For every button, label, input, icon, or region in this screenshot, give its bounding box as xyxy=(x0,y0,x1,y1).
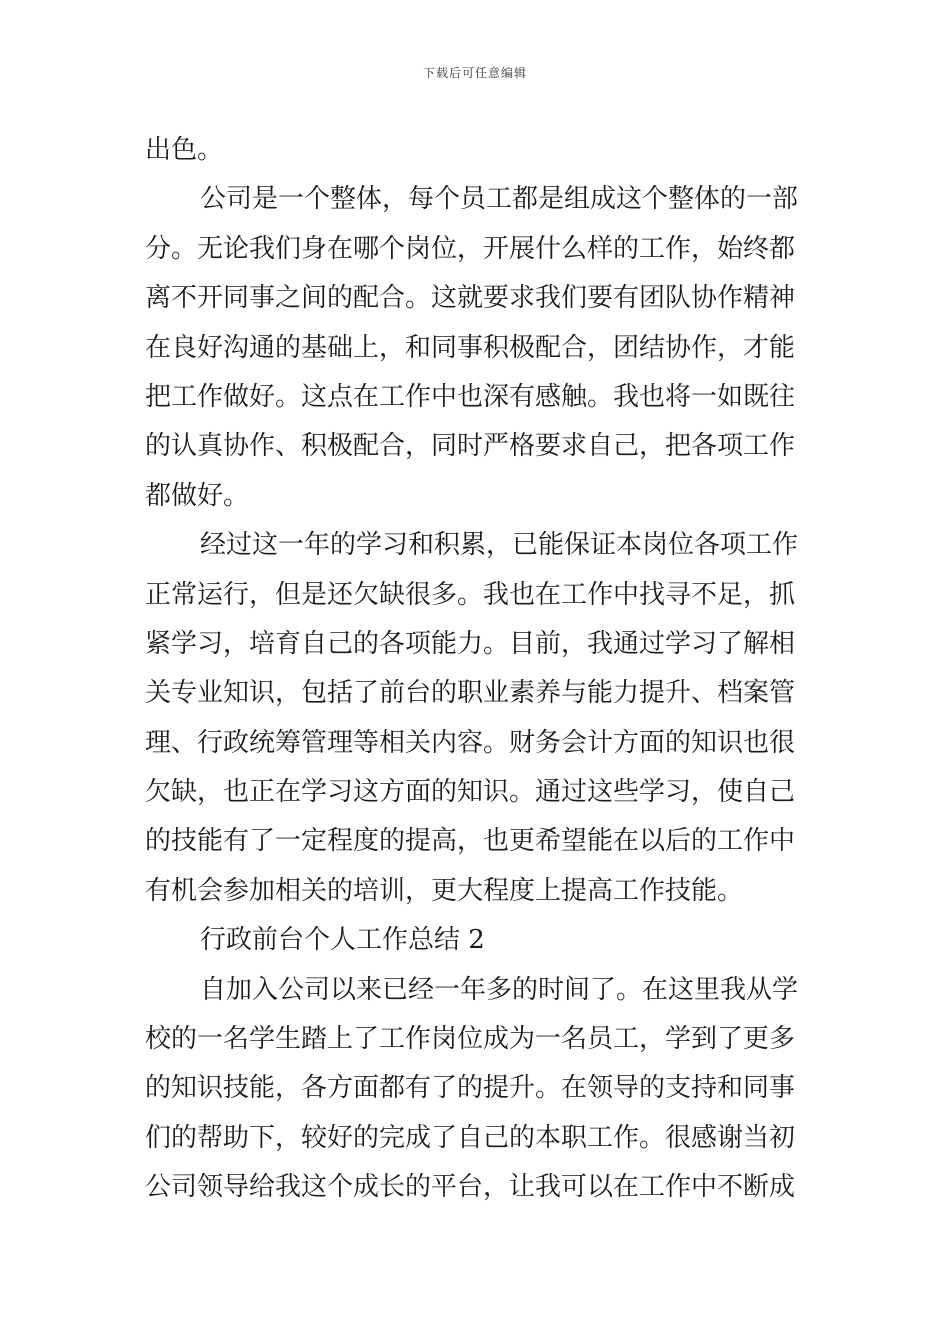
text-line: 理、行政统筹管理等相关内容。财务会计方面的知识也很 xyxy=(145,727,796,758)
text-line: 离不开同事之间的配合。这就要求我们要有团队协作精神 xyxy=(145,283,796,314)
text-line: 们的帮助下，较好的完成了自己的本职工作。很感谢当初 xyxy=(145,1122,796,1153)
text-line: 有机会参加相关的培训，更大程度上提高工作技能。 xyxy=(145,875,744,906)
text-line: 正常运行，但是还欠缺很多。我也在工作中找寻不足，抓 xyxy=(145,579,796,610)
document-body xyxy=(145,126,807,1213)
text-line: 出色。 xyxy=(145,135,224,165)
text-line: 关专业知识，包括了前台的职业素养与能力提升、档案管 xyxy=(145,678,796,709)
text-line: 的技能有了一定程度的提高，也更希望能在以后的工作中 xyxy=(145,826,796,857)
text-line: 在良好沟通的基础上，和同事积极配合，团结协作，才能 xyxy=(145,332,796,363)
text-line: 公司领导给我这个成长的平台，让我可以在工作中不断成 xyxy=(145,1172,796,1203)
text-line: 行政前台个人工作总结 2 xyxy=(200,925,485,956)
text-line: 公司是一个整体，每个员工都是组成这个整体的一部 xyxy=(200,184,799,215)
page-header: 下载后可任意编辑 xyxy=(422,66,527,80)
text-line: 分。无论我们身在哪个岗位，开展什么样的工作，始终都 xyxy=(145,233,796,264)
text-line: 的知识技能，各方面都有了的提升。在领导的支持和同事 xyxy=(145,1073,796,1104)
text-line: 校的一名学生踏上了工作岗位成为一名员工，学到了更多 xyxy=(145,1024,796,1055)
text-line: 把工作做好。这点在工作中也深有感触。我也将一如既往 xyxy=(145,381,796,412)
text-line: 紧学习，培育自己的各项能力。目前，我通过学习了解相 xyxy=(145,628,796,659)
text-line: 都做好。 xyxy=(145,480,250,511)
text-line: 自加入公司以来已经一年多的时间了。在这里我从学 xyxy=(200,974,799,1005)
text-line: 的认真协作、积极配合，同时严格要求自己，把各项工作 xyxy=(145,431,796,462)
text-line: 经过这一年的学习和积累，已能保证本岗位各项工作 xyxy=(200,530,799,561)
text-line: 欠缺，也正在学习这方面的知识。通过这些学习，使自己 xyxy=(145,777,796,808)
